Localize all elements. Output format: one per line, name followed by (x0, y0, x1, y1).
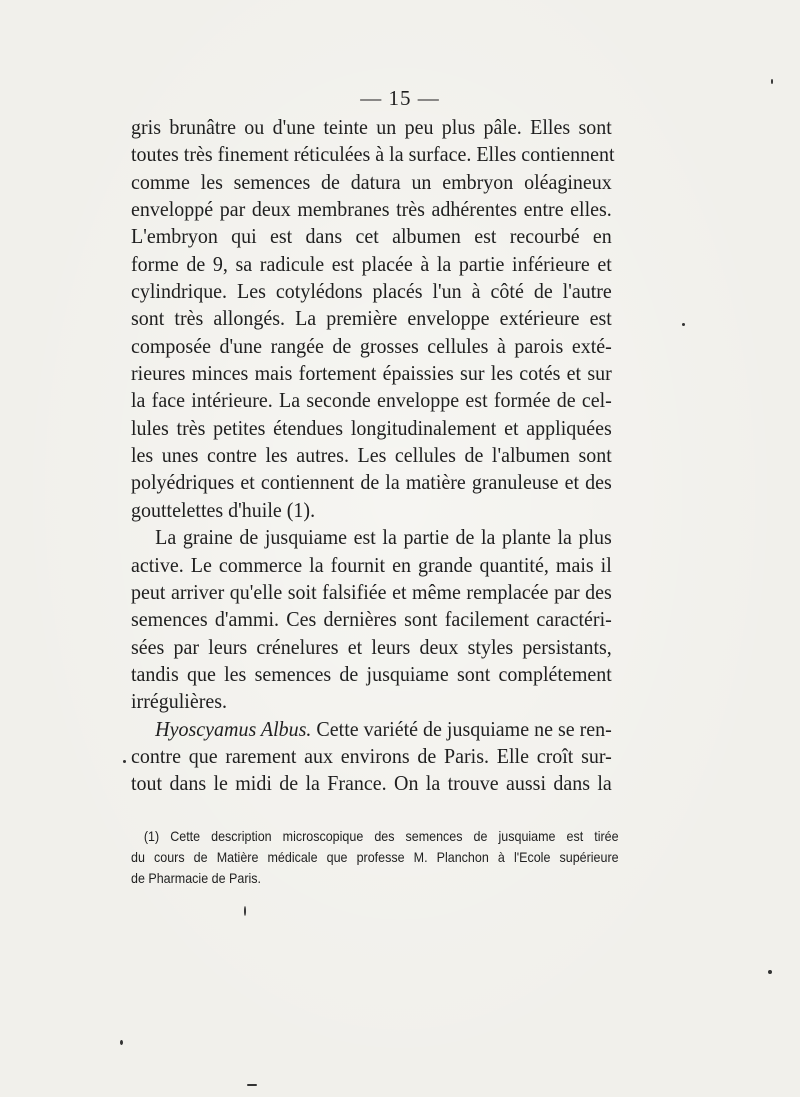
footnote (131, 826, 619, 889)
text-line: forme de 9, sa radicule est placée à la partie inférieure et (131, 251, 612, 276)
body-text (131, 114, 615, 798)
page-number: — 15 — (360, 86, 440, 110)
text-line: gris brunâtre ou d'une teinte un peu plus pâle. Elles sont (131, 115, 612, 139)
footnote-line: de Pharmacie de Paris. (131, 871, 261, 886)
text-line: active. Le commerce la fournit en grande quantité, mais il (131, 552, 612, 577)
species-name: Hyoscyamus Albus. (155, 716, 312, 741)
text-line: la face intérieure. La seconde enveloppe est formée de cel- (131, 388, 612, 413)
text-line: tandis que les semences de jusquiame sont complétement (131, 661, 612, 686)
text-line: contre que rarement aux environs de Paris. Elle croît sur- (131, 743, 612, 768)
scan-speck (123, 760, 126, 763)
footnote-line: (1) Cette description microscopique des semences de jusquiame est tirée (143, 829, 619, 844)
text-line: toutes très finement réticulées à la surface. Elles contiennent (131, 142, 615, 167)
text-line: lules très petites étendues longitudinalement et appliquées (131, 415, 612, 440)
scan-speck (771, 79, 773, 84)
text-line: tout dans le midi de la France. On la trouve aussi dans la (131, 771, 612, 796)
scan-speck (247, 1084, 257, 1086)
text-line: gouttelettes d'huile (1). (131, 497, 316, 522)
text-line: composée d'une rangée de grosses cellules à parois exté- (131, 333, 612, 358)
scan-speck (768, 970, 772, 974)
text-line: rieures minces mais fortement épaissies sur les cotés et sur (131, 361, 612, 386)
scan-speck (682, 323, 685, 326)
text-line: les unes contre les autres. Les cellules de l'albumen sont (131, 443, 612, 468)
paragraph-3 (131, 716, 612, 798)
text-line: comme les semences de datura un embryon oléagineux (131, 169, 612, 194)
paragraph-2 (131, 524, 612, 715)
scan-speck (120, 1040, 123, 1045)
scan-speck (244, 906, 246, 916)
text-line: sont très allongés. La première enveloppe extérieure est (131, 306, 612, 331)
text-line: semences d'ammi. Ces dernières sont facilement caractéri- (131, 607, 612, 632)
text-fragment: Cette variété de jusquiame ne se ren- (311, 716, 612, 741)
footnote-line: du cours de Matière médicale que professe M. Planchon à l'Ecole supérieure (131, 850, 619, 865)
text-line: La graine de jusquiame est la partie de la plante la plus (155, 525, 612, 550)
text-line: L'embryon qui est dans cet albumen est recourbé en (131, 224, 612, 249)
paragraph-1 (131, 114, 615, 524)
text-line: sées par leurs crénelures et leurs deux styles persistants, (131, 634, 612, 659)
text-line: irrégulières. (131, 689, 228, 714)
text-line: peut arriver qu'elle soit falsifiée et même remplacée par des (131, 579, 612, 604)
text-line: polyédriques et contiennent de la matière granuleuse et des (131, 470, 612, 495)
text-line: cylindrique. Les cotylédons placés l'un à côté de l'autre (131, 279, 612, 304)
text-line: enveloppé par deux membranes très adhérentes entre elles. (131, 197, 612, 222)
text-line (131, 716, 612, 743)
